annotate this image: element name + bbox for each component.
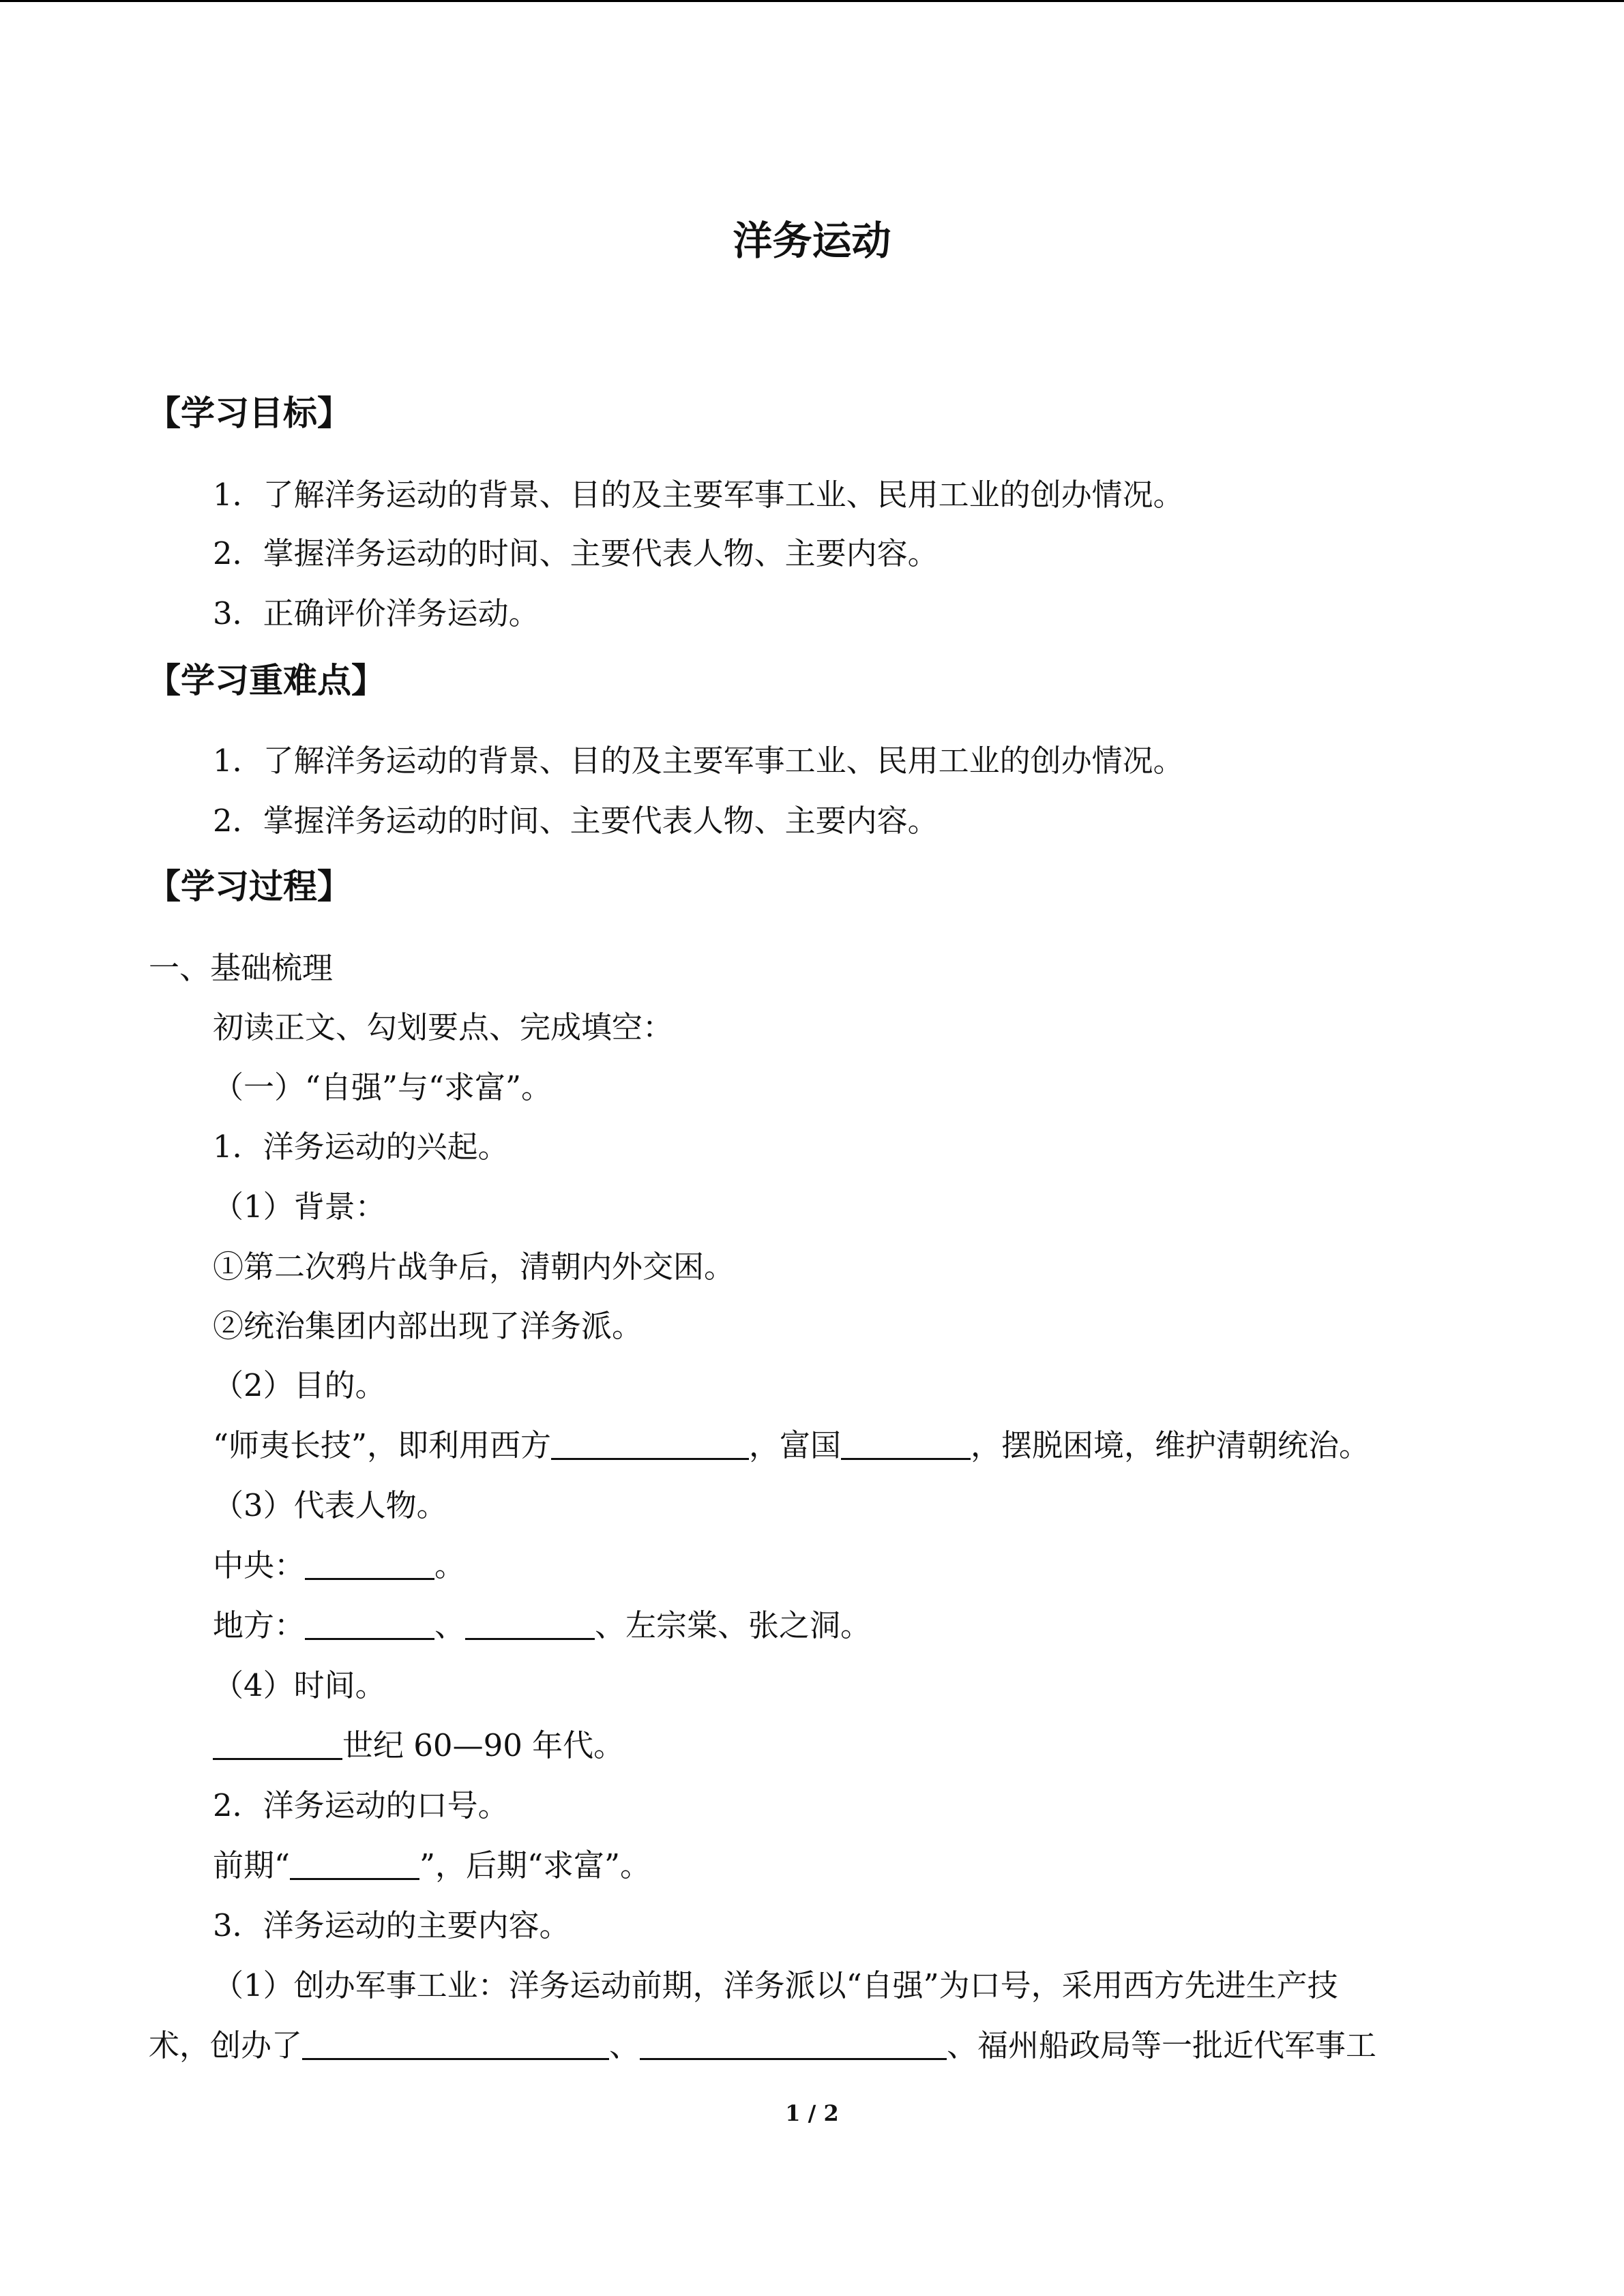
objective-item: 3．正确评价洋务运动。	[213, 595, 540, 631]
central-label: 中央：	[213, 1547, 306, 1583]
objective-item: 2．掌握洋务运动的时间、主要代表人物、主要内容。	[213, 535, 939, 571]
process-heading: 【学习过程】	[147, 867, 351, 906]
slogan-text: ”，后期“求富”。	[419, 1847, 651, 1883]
subquestion-title: （3）代表人物。	[213, 1487, 447, 1523]
key-point-item: 2．掌握洋务运动的时间、主要代表人物、主要内容。	[213, 803, 939, 839]
fill-blank[interactable]	[302, 2025, 609, 2060]
time-line	[213, 1724, 624, 1768]
military-text: 术，创办了	[149, 2027, 303, 2063]
military-text: （1）创办军事工业：洋务运动前期，洋务派以“自强”为口号，采用西方先进生产技	[213, 1967, 1338, 2003]
local-label: 地方：	[213, 1607, 306, 1643]
local-line	[213, 1604, 871, 1648]
background-item: ①第二次鸦片战争后，清朝内外交困。	[213, 1249, 735, 1285]
top-border	[0, 0, 1624, 2]
fill-blank[interactable]	[465, 1605, 595, 1640]
part-title: （一）“自强”与“求富”。	[213, 1069, 552, 1105]
page-number: 1 / 2	[785, 2100, 839, 2126]
subquestion-title: （1）背景：	[213, 1189, 386, 1225]
objectives-heading: 【学习目标】	[147, 393, 351, 433]
purpose-text: ，摆脱困境，维护清朝统治。	[971, 1427, 1370, 1463]
key-points-heading: 【学习重难点】	[147, 661, 385, 700]
subquestion-title: （4）时间。	[213, 1667, 386, 1703]
subquestion-title: （2）目的。	[213, 1367, 386, 1403]
fill-blank[interactable]	[305, 1545, 434, 1580]
military-text: 、福州船政局等一批近代军事工	[947, 2027, 1377, 2063]
fill-blank[interactable]	[841, 1425, 971, 1460]
purpose-text: ，富国	[749, 1427, 842, 1463]
key-point-item: 1．了解洋务运动的背景、目的及主要军事工业、民用工业的创办情况。	[213, 743, 1184, 779]
slogan-line	[213, 1844, 651, 1888]
page-title: 洋务运动	[733, 218, 891, 264]
military-line	[149, 2024, 1376, 2068]
background-item: ②统治集团内部出现了洋务派。	[213, 1308, 643, 1344]
question-title: 2．洋务运动的口号。	[213, 1787, 509, 1823]
time-text: 世纪 60—90 年代。	[342, 1727, 625, 1763]
objective-item: 1．了解洋务运动的背景、目的及主要军事工业、民用工业的创办情况。	[213, 477, 1184, 513]
local-separator: 、	[434, 1607, 466, 1643]
fill-blank[interactable]	[305, 1605, 434, 1640]
local-rest: 、左宗棠、张之洞。	[595, 1607, 872, 1643]
purpose-text: “师夷长技”，即利用西方	[213, 1427, 552, 1463]
intro-text: 初读正文、勾划要点、完成填空：	[213, 1009, 674, 1045]
central-line	[213, 1544, 465, 1587]
section-title: 一、基础梳理	[149, 950, 334, 986]
military-text: 、	[609, 2027, 640, 2063]
fill-blank[interactable]	[640, 2025, 947, 2060]
fill-blank[interactable]	[290, 1845, 419, 1880]
question-title: 3．洋务运动的主要内容。	[213, 1907, 570, 1943]
fill-blank[interactable]	[213, 1725, 342, 1760]
central-end: 。	[434, 1547, 466, 1583]
purpose-line	[213, 1424, 1370, 1467]
fill-blank[interactable]	[551, 1425, 749, 1460]
question-title: 1．洋务运动的兴起。	[213, 1129, 509, 1165]
slogan-text: 前期“	[213, 1847, 291, 1883]
